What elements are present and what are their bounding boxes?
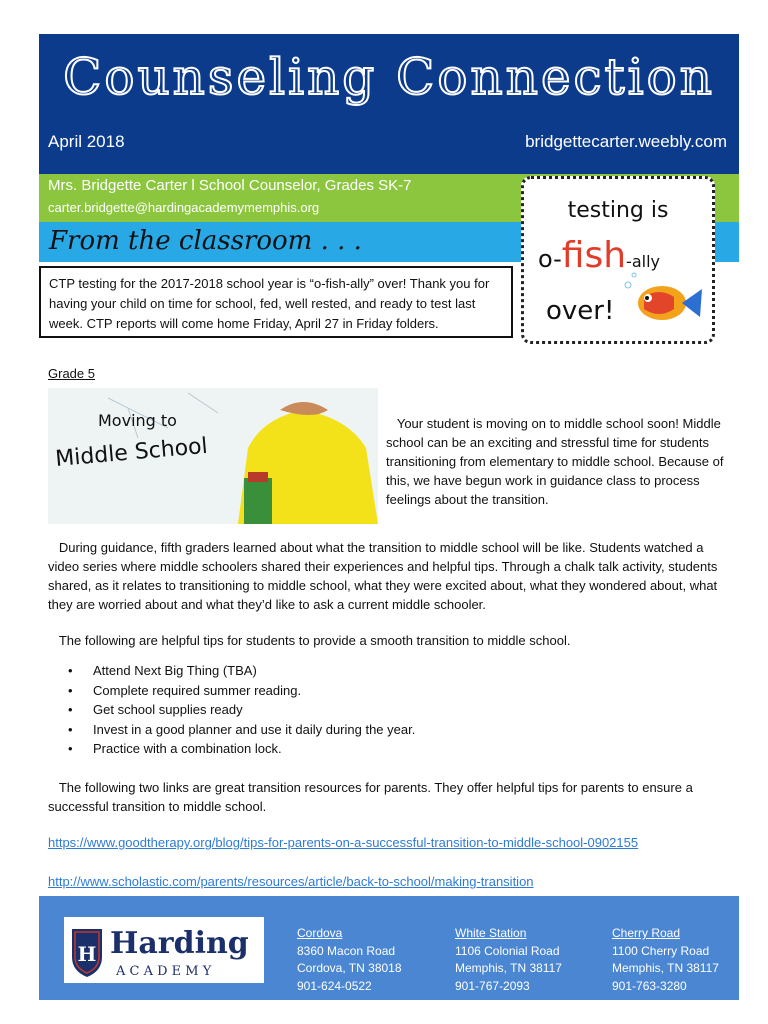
issue-date: April 2018 <box>48 132 125 151</box>
list-item: • Get school supplies ready <box>68 700 415 720</box>
footer <box>39 896 739 1000</box>
fish-image-line1: testing is <box>567 198 669 223</box>
location-cordova: Cordova 8360 Macon Road Cordova, TN 38018 901-624-0522 <box>297 926 402 993</box>
location-white-station: White Station 1106 Colonial Road Memphis, TN 38117 901-767-2093 <box>455 926 562 993</box>
svg-text:Harding: Harding <box>110 926 249 961</box>
fish-illustration <box>524 179 712 341</box>
middle-school-image <box>48 388 378 524</box>
counselor-line: Mrs. Bridgette Carter l School Counselor, Grades SK-7 <box>48 177 412 194</box>
svg-text:A C A D E M Y: A C A D E M Y <box>116 964 212 979</box>
svg-text:Moving to: Moving to <box>98 411 177 430</box>
newsletter-title <box>39 48 739 106</box>
resources-paragraph: The following two links are great transition resources for parents. They offer helpful tips for parents to ensure a successful transition to middle school. <box>48 780 693 814</box>
section-heading: From the classroom . . . <box>49 226 362 256</box>
website-url: bridgettecarter.weebly.com <box>525 132 727 151</box>
testing-over-image <box>521 176 715 344</box>
tips-intro-paragraph: The following are helpful tips for students to provide a smooth transition to middle school. <box>58 633 571 648</box>
tips-list <box>68 661 415 759</box>
list-item: • Practice with a combination lock. <box>68 739 415 759</box>
svg-text:Middle School: Middle School <box>54 433 209 472</box>
crest-icon <box>72 929 102 977</box>
location-cherry-road: Cherry Road 1100 Cherry Road Memphis, TN 38117 901-763-3280 <box>612 926 719 993</box>
counselor-email[interactable]: carter.bridgette@hardingacademymemphis.org <box>48 200 320 215</box>
grade-label: Grade 5 <box>48 366 95 381</box>
svg-text:H: H <box>77 942 97 966</box>
list-item: • Invest in a good planner and use it daily during the year. <box>68 720 415 740</box>
newsletter-header <box>39 34 739 174</box>
ctp-notice-box: CTP testing for the 2017-2018 school year is “o-fish-ally” over! Thank you for having your child on time for school, fed, well rested, and ready to test last week. CTP reports will come home Friday, April 27 in Friday folders. <box>39 266 513 338</box>
fish-icon <box>625 273 702 320</box>
list-item: • Attend Next Big Thing (TBA) <box>68 661 415 681</box>
svg-text:o-fish-ally: o-fish-ally <box>538 235 660 276</box>
goodtherapy-link[interactable]: https://www.goodtherapy.org/blog/tips-for-parents-on-a-successful-transition-to-middle-school-0902155 <box>48 835 639 850</box>
scholastic-link[interactable]: http://www.scholastic.com/parents/resources/article/back-to-school/making-transition <box>48 874 534 889</box>
harding-academy-logo <box>64 917 264 983</box>
intro-paragraph: Your student is moving on to middle school soon! Middle school can be an exciting and stressful time for students transitioning from elementary to middle school. Because of this, we have begun work in guidance class to process feelings about the transition. <box>386 416 724 507</box>
guidance-paragraph: During guidance, fifth graders learned about what the transition to middle school will be like. Students watched a video series where middle schoolers shared their experiences and helpful tips. Through a chalk talk activity, students shared, as it relates to transitioning to middle school, what they were excited about, what they wondered about, what they are worried about and what they’d like to ask a current middle schooler. <box>48 540 718 612</box>
list-item: • Complete required summer reading. <box>68 681 415 701</box>
fish-image-line3: over! <box>546 296 615 326</box>
newsletter-title-text: Counseling Connection <box>63 48 715 106</box>
